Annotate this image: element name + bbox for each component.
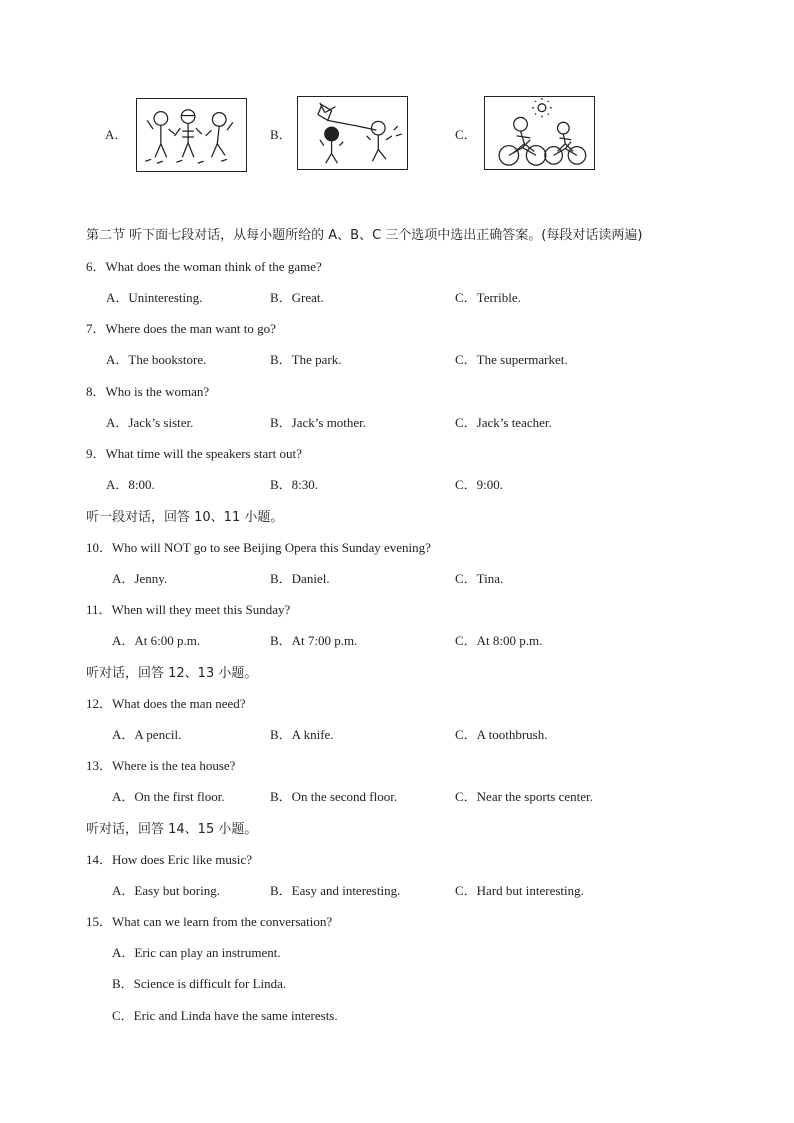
option-13b: B．On the second floor. [270, 789, 398, 804]
option-6a: A．Uninteresting. [106, 290, 203, 305]
option-15a: A．Eric can play an instrument. [112, 945, 281, 960]
picture-label-b: B． [270, 127, 292, 142]
picture-label-c: C． [455, 127, 477, 142]
picture-label-a: A． [105, 127, 128, 142]
group-intro-12-13: 听对话，回答 12、13 小题。 [86, 666, 258, 681]
option-15c: C．Eric and Linda have the same interests. [112, 1008, 338, 1023]
kids-riding-bikes-icon [485, 97, 594, 169]
question-8: 8．Who is the woman? [86, 384, 210, 399]
option-6c: C．Terrible. [455, 290, 521, 305]
option-12a: A．A pencil. [112, 727, 182, 742]
option-7c: C．The supermarket. [455, 352, 568, 367]
option-11c: C．At 8:00 p.m. [455, 633, 543, 648]
option-6b: B．Great. [270, 290, 324, 305]
question-15: 15．What can we learn from the conversation? [86, 914, 333, 929]
option-9b: B．8:30. [270, 477, 319, 492]
option-9c: C．9:00. [455, 477, 504, 492]
picture-a [136, 98, 247, 172]
option-12b: B．A knife. [270, 727, 334, 742]
section-heading: 第二节 听下面七段对话，从每小题所给的 A、B、C 三个选项中选出正确答案。(每段对话读两遍) [86, 228, 643, 243]
option-8a: A．Jack’s sister. [106, 415, 194, 430]
question-13: 13．Where is the tea house? [86, 758, 236, 773]
question-14: 14．How does Eric like music? [86, 852, 253, 867]
group-intro-14-15: 听对话，回答 14、15 小题。 [86, 822, 258, 837]
option-13c: C．Near the sports center. [455, 789, 593, 804]
question-10: 10．Who will NOT go to see Beijing Opera this Sunday evening? [86, 540, 431, 555]
option-10c: C．Tina. [455, 571, 504, 586]
group-intro-10-11: 听一段对话，回答 10、11 小题。 [86, 510, 284, 525]
option-11b: B．At 7:00 p.m. [270, 633, 358, 648]
option-8c: C．Jack’s teacher. [455, 415, 552, 430]
option-7b: B．The park. [270, 352, 342, 367]
option-9a: A．8:00. [106, 477, 155, 492]
picture-c [484, 96, 595, 170]
option-15b: B．Science is difficult for Linda. [112, 976, 287, 991]
option-11a: A．At 6:00 p.m. [112, 633, 201, 648]
option-7a: A．The bookstore. [106, 352, 207, 367]
question-7: 7．Where does the man want to go? [86, 321, 276, 336]
question-6: 6．What does the woman think of the game? [86, 259, 322, 274]
option-8b: B．Jack’s mother. [270, 415, 367, 430]
option-10a: A．Jenny. [112, 571, 168, 586]
option-14a: A．Easy but boring. [112, 883, 220, 898]
option-14b: B．Easy and interesting. [270, 883, 401, 898]
option-14c: C．Hard but interesting. [455, 883, 584, 898]
question-9: 9．What time will the speakers start out? [86, 446, 302, 461]
kids-flying-kite-icon [298, 97, 407, 169]
children-playing-icon [137, 99, 246, 171]
option-13a: A．On the first floor. [112, 789, 225, 804]
question-11: 11．When will they meet this Sunday? [86, 602, 291, 617]
option-10b: B．Daniel. [270, 571, 330, 586]
picture-b [297, 96, 408, 170]
question-12: 12．What does the man need? [86, 696, 246, 711]
option-12c: C．A toothbrush. [455, 727, 548, 742]
